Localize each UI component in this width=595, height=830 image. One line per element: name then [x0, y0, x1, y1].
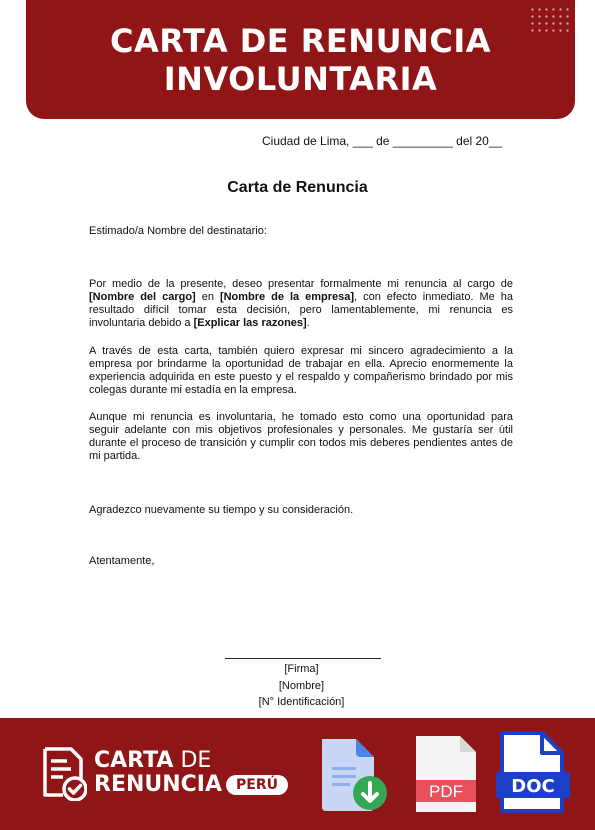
document-check-icon [41, 747, 87, 801]
brand-word-carta: CARTA [94, 748, 174, 773]
placeholder-job-title: [Nombre del cargo] [89, 291, 196, 303]
brand-name-line1 [94, 748, 211, 774]
title-banner [26, 0, 575, 119]
signature-nombre: [Nombre] [278, 680, 325, 692]
brand-word-de: DE [173, 748, 212, 773]
paragraph-2: A través de esta carta, también quiero expresar mi sincero agradecimiento a la empresa por brindarme la oportunidad de trabajar en ella. Aprecio enormemente la experiencia adquirida en este puesto y el respaldo y compañerismo brindado por mis colegas durante mi estadía en la empresa. [89, 345, 513, 396]
signature-line [225, 658, 381, 659]
banner-title-line2: INVOLUNTARIA [163, 59, 438, 98]
pdf-label: PDF [429, 782, 463, 801]
paragraph-1-text-a: Por medio de la presente, deseo presentar formalmente mi renuncia al cargo de [89, 278, 513, 290]
paragraph-1 [89, 278, 513, 330]
signature-id: [N° Identificación] [258, 696, 345, 708]
peru-badge: PERÚ [226, 775, 288, 795]
place-date-line: Ciudad de Lima, ___ de _________ del 20__ [262, 134, 503, 148]
placeholder-company-name: [Nombre de la empresa] [219, 291, 355, 303]
letter-title: Carta de Renuncia [227, 179, 368, 196]
paragraph-3: Aunque mi renuncia es involuntaria, he tomado esto como una oportunidad para seguir adelante con mis objetivos profesionales y personales. Me gustaría ser útil durante el proceso de transición y cumplir con todos mis deberes pendientes antes de mi partida. [89, 411, 513, 462]
pdf-file-icon[interactable] [414, 734, 478, 814]
dot-pattern-decoration [529, 6, 569, 32]
doc-label: DOC [511, 776, 555, 797]
doc-file-icon[interactable] [496, 730, 570, 814]
closing-thanks: Agradezco nuevamente su tiempo y su consideración. [89, 504, 354, 516]
google-docs-download-icon[interactable] [318, 737, 388, 813]
banner-title-line1: CARTA DE RENUNCIA [110, 21, 491, 60]
salutation: Estimado/a Nombre del destinatario: [89, 225, 267, 237]
signature-firma: [Firma] [284, 663, 319, 675]
placeholder-reasons: [Explicar las razones] [193, 317, 307, 329]
paragraph-1-text-c: , con efecto inmediato. Me ha resultado difícil tomar esta decisión, pero lamentablemente, mi renuncia es involuntaria debido a [89, 291, 513, 329]
brand-name-line2: RENUNCIA [94, 772, 223, 797]
closing-regards: Atentamente, [89, 555, 155, 567]
paragraph-1-text-b: en [195, 291, 220, 303]
paragraph-1-text-d: . [306, 317, 310, 329]
